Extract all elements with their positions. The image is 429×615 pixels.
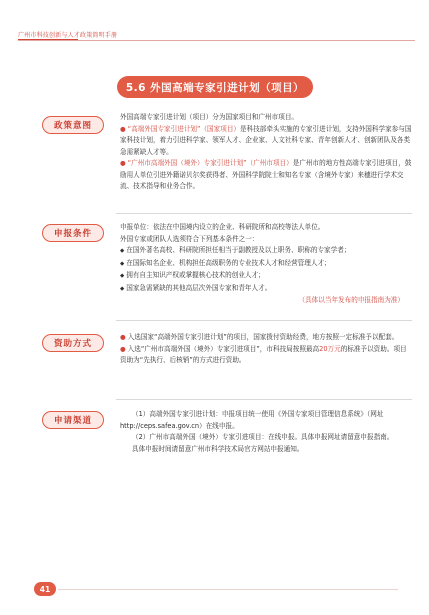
channel-tag-label: 申请渠道 — [53, 416, 92, 426]
funding-tag-label: 资助方式 — [53, 339, 92, 349]
purpose-tag-label: 政策意图 — [53, 121, 92, 131]
application-block — [38, 222, 404, 318]
application-body — [120, 222, 412, 307]
funding-p2 — [120, 344, 412, 367]
application-item-text: 在国际知名企业、机构担任高级职务的专业技术人才和经营管理人才； — [126, 258, 331, 267]
application-item-text: 拥有自主知识产权或掌握核心技术的创业人才； — [126, 271, 265, 279]
footer-rule — [58, 589, 398, 590]
channel-body — [120, 409, 412, 455]
purpose-item1-prefix: “高端外国专家引进计划”（国家项目） — [127, 124, 241, 133]
funding-block — [38, 332, 407, 396]
divider — [116, 213, 412, 214]
section-title-bar — [117, 76, 313, 98]
application-line2: 外国专家或团队人选须符合下列基本条件之一： — [120, 234, 259, 243]
application-item-text: 国家急需紧缺的其他高层次外国专家和青年人才。 — [126, 283, 272, 292]
application-tag-label: 申报条件 — [53, 229, 92, 239]
channel-p1: （1）高端外国专家引进计划：申报项目统一使用《外国专家项目管理信息系统》（网址http://ceps.safea.gov.cn）在线申报。 — [120, 410, 384, 430]
purpose-item2-rest: 是广州市的地方性高端专家引进项目，鼓励用人单位引进外籍诺贝尔奖获得者、外国科学院院士和知名专家（含境外专家）来穗进行学术交流、技术指导和业务合作。 — [120, 159, 412, 190]
funding-p2-text-b: 的标准予以资助。项目资助为“先执行、后核销”的方式进行资助。 — [120, 344, 407, 364]
funding-amount: 20万元 — [319, 344, 341, 353]
funding-p1 — [120, 332, 412, 344]
funding-body — [120, 332, 412, 367]
divider — [116, 320, 412, 321]
page-number: 41 — [39, 584, 51, 594]
funding-p1-text: 入选国家“高端外国专家引进计划”的项目，国家拨付资助经费，地方按照一定标准予以配套。 — [127, 333, 399, 341]
application-item — [120, 270, 412, 283]
funding-tag — [42, 334, 104, 352]
bullet-icon: ● — [120, 344, 126, 353]
channel-p2: （2）广州市高端外国（境外）专家引进项目：在线申报。具体申报网址请留意申报指南。 — [132, 433, 394, 441]
application-item-text: 在国外著名高校、科研院所担任相当于副教授及以上职务、职称的专家学者； — [126, 246, 351, 254]
application-line1: 申报单位：依法在中国境内设立的企业、科研院所和高校等法人单位。 — [120, 223, 325, 231]
application-tag — [42, 224, 104, 242]
purpose-item-national — [120, 124, 412, 159]
purpose-block — [38, 112, 412, 208]
section-title: 5.6 外国高端专家引进计划（项目） — [125, 81, 305, 94]
purpose-tag — [42, 116, 104, 134]
page-number-badge — [34, 582, 56, 596]
bullet-icon: ◆ — [120, 248, 125, 254]
page-header — [14, 26, 415, 42]
channel-block — [38, 409, 400, 481]
application-item — [120, 245, 412, 258]
bullet-icon: ◆ — [120, 260, 125, 267]
purpose-item1-rest: 是科技部牵头实施的专家引进计划，支持外国科学家参与国家科技计划，着力引进科学家、领军人才、企业家、人文社科专家、青年创新人才、创新团队及各类急需紧缺人才等。 — [120, 124, 412, 156]
purpose-intro: 外国高端专家引进计划（项目）分为国家项目和广州市项目。 — [120, 113, 299, 121]
purpose-item-guangzhou — [120, 158, 412, 193]
purpose-body — [120, 112, 412, 193]
header-rule — [18, 40, 415, 41]
bullet-icon: ● — [120, 333, 126, 341]
divider — [116, 399, 412, 400]
purpose-item2-prefix: “广州市高端外国（境外）专家引进计划”（广州市项目） — [127, 159, 293, 167]
application-note: （具体以当年发布的申报指南为准） — [298, 296, 404, 304]
bullet-icon: ◆ — [120, 273, 125, 279]
header-title: 广州市科技创新与人才政策简明手册 — [18, 32, 118, 39]
funding-p2-text-a: 入选“广州市高端外国（境外）专家引进项目”，市科技局按照最高 — [127, 344, 320, 353]
bullet-icon: ◆ — [120, 285, 125, 292]
channel-p3: 具体申报时间请留意广州市科学技术局官方网站申报通知。 — [132, 444, 304, 453]
bullet-icon: ● — [120, 159, 126, 167]
channel-tag — [42, 411, 104, 429]
application-item — [120, 258, 412, 271]
application-item — [120, 283, 412, 296]
bullet-icon: ● — [120, 124, 126, 133]
